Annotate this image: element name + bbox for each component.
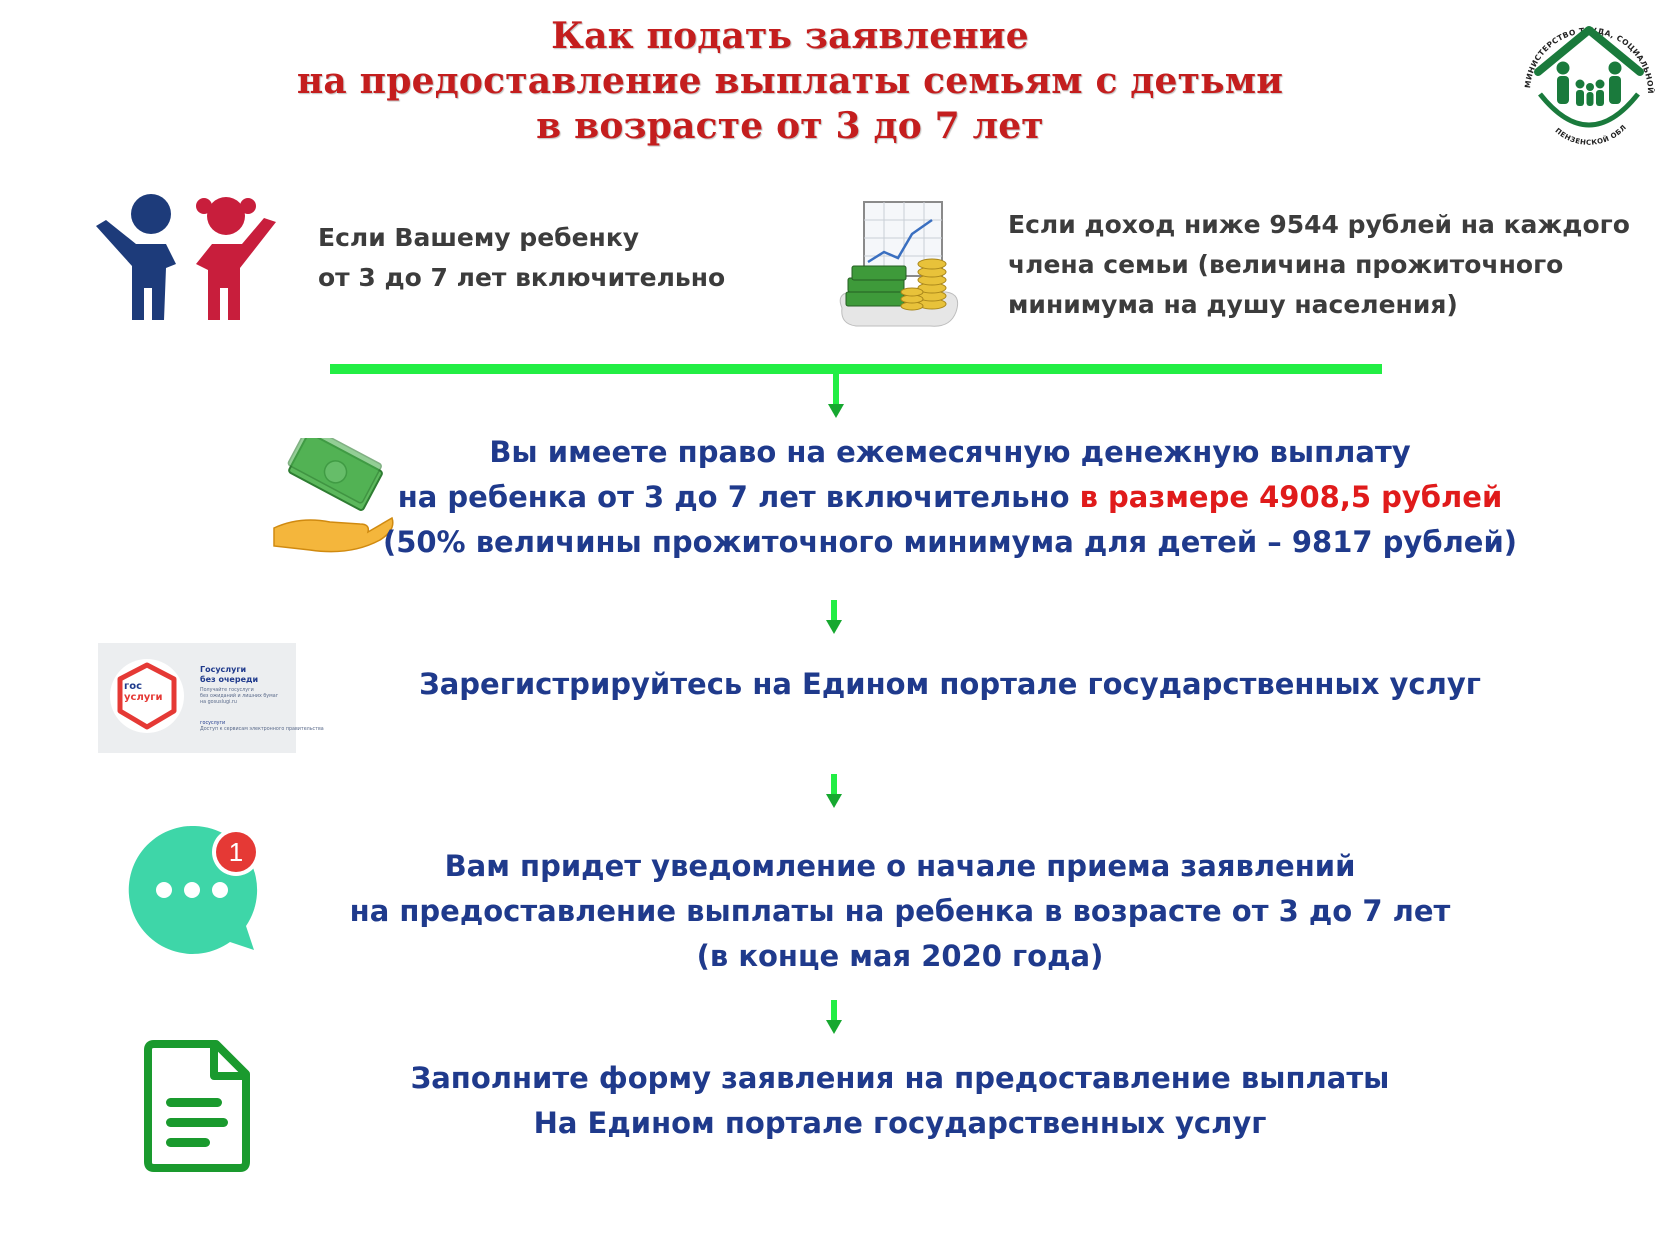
gosuslugi-card-title-1: Госуслуги	[200, 665, 247, 674]
register-text: Зарегистрируйтесь на Едином портале государственных услуг	[419, 667, 1481, 701]
income-condition-line-1: Если доход ниже 9544 рублей на каждого	[1008, 210, 1630, 239]
notify-step	[300, 844, 1500, 979]
chat-notification-icon	[128, 826, 270, 956]
title-line-1: Как подать заявление	[551, 15, 1029, 57]
document-icon	[144, 1040, 250, 1172]
gosuslugi-logo-line-2: услуги	[124, 692, 163, 703]
notify-line-2: на предоставление выплаты на ребенка в возрасте от 3 до 7 лет	[349, 894, 1451, 928]
payment-amount: в размере 4908,5 рублей	[1079, 480, 1503, 514]
gosuslugi-logo-line-1: гос	[124, 681, 143, 692]
payment-line-2	[350, 475, 1550, 520]
arrow-down-icon	[826, 600, 842, 636]
page-title	[260, 14, 1320, 149]
money-chart-icon	[836, 196, 968, 332]
gosuslugi-card-footer-1: госуслуги	[200, 721, 226, 726]
income-condition	[1008, 205, 1630, 325]
ministry-logo	[1508, 6, 1670, 168]
payment-line-3: (50% величины прожиточного минимума для детей – 9817 рублей)	[382, 525, 1518, 559]
payment-right-block	[350, 430, 1550, 565]
gosuslugi-card-title-2: без очереди	[200, 675, 259, 684]
arrow-down-icon	[828, 372, 844, 420]
gosuslugi-card-line-3: на gosuslugi.ru	[200, 700, 237, 705]
income-condition-line-3: минимума на душу населения)	[1008, 290, 1458, 319]
form-line-2: На Едином портале государственных услуг	[533, 1106, 1267, 1140]
gosuslugi-card	[98, 643, 324, 753]
logo-bottom-text: ПЕНЗЕНСКОЙ ОБЛ	[1553, 123, 1629, 147]
payment-line-2-text: на ребенка от 3 до 7 лет включительно	[397, 480, 1080, 514]
form-step	[300, 1056, 1500, 1146]
title-line-3: в возрасте от 3 до 7 лет	[536, 105, 1044, 147]
gosuslugi-card-line-2: без ожиданий и лишних бумаг	[200, 694, 279, 699]
notification-badge: 1	[228, 837, 244, 867]
logo-ring-text: МИНИСТЕРСТВО ТРУДА, СОЦИАЛЬНОЙ	[1523, 25, 1656, 95]
notify-line-3: (в конце мая 2020 года)	[696, 939, 1104, 973]
age-condition-line-2: от 3 до 7 лет включительно	[318, 263, 726, 292]
condition-connector	[330, 364, 1382, 374]
age-condition-line-1: Если Вашему ребенку	[318, 223, 640, 252]
title-line-2: на предоставление выплаты семьям с детьми	[296, 60, 1284, 102]
age-condition	[318, 218, 725, 298]
arrow-down-icon	[826, 1000, 842, 1036]
arrow-down-icon	[826, 774, 842, 810]
notify-line-1: Вам придет уведомление о начале приема заявлений	[444, 849, 1356, 883]
children-icon	[96, 192, 276, 322]
gosuslugi-card-line-1: Получайте госуслуги	[200, 688, 254, 693]
payment-line-1: Вы имеете право на ежемесячную денежную выплату	[489, 435, 1411, 469]
income-condition-line-2: члена семьи (величина прожиточного	[1008, 250, 1564, 279]
register-step	[350, 662, 1550, 707]
gosuslugi-card-footer-2: Доступ к сервисам электронного правительства	[200, 727, 324, 732]
form-line-1: Заполните форму заявления на предоставление выплаты	[410, 1061, 1390, 1095]
